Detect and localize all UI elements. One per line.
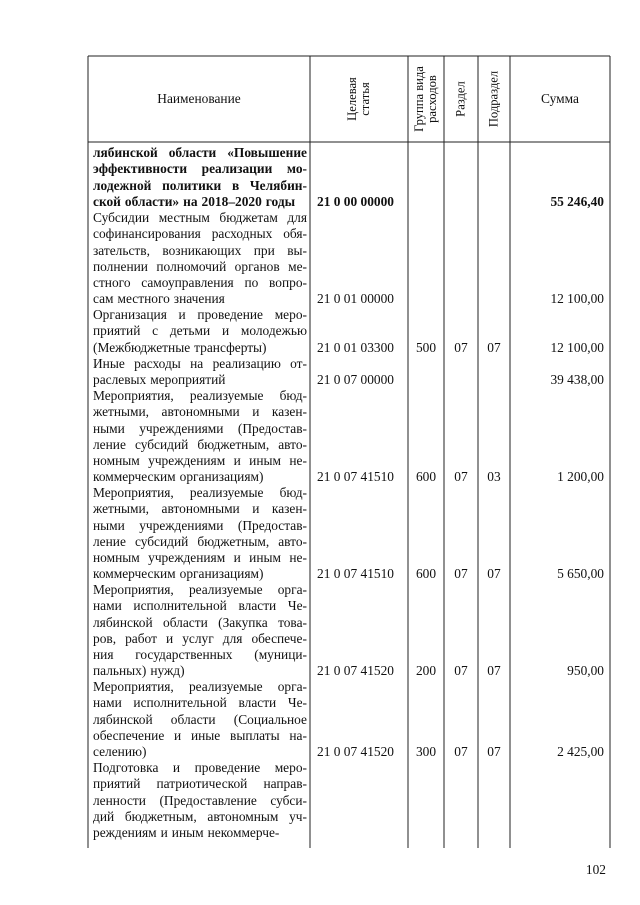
row-group: 600 — [415, 469, 437, 484]
name-line: приятий с детьми и молодежью — [93, 323, 307, 339]
name-line: Мероприятия, реализуемые бюд- — [93, 388, 307, 403]
table-row-name — [93, 679, 307, 760]
row-code: 21 0 01 03300 — [317, 340, 394, 355]
name-line: ленности (Предоставление субси- — [93, 792, 307, 808]
name-line: нами исполнительной власти Че- — [93, 598, 307, 614]
name-line: эффективности реализации мо- — [93, 161, 307, 177]
row-section: 07 — [454, 469, 468, 484]
table-row-name — [93, 356, 307, 389]
header-expense-group: Группа вида расходов — [412, 66, 439, 132]
row-subsection: 07 — [487, 663, 501, 678]
name-line: Иные расходы на реализацию от- — [93, 356, 307, 371]
row-code: 21 0 07 41510 — [317, 566, 394, 581]
name-line: жетными, автономными и казен- — [93, 404, 307, 420]
table-row-name — [93, 582, 307, 680]
row-code: 21 0 07 41510 — [317, 469, 394, 484]
row-sum: 12 100,00 — [550, 291, 604, 306]
name-line: ными учреждениями (Предостав- — [93, 517, 307, 533]
name-line: пальных) нужд) — [93, 663, 185, 679]
page-number: 102 — [585, 862, 606, 877]
name-line: лябинской области (Социальное — [93, 711, 307, 727]
table-row-name — [93, 485, 307, 583]
table-row-name — [93, 210, 307, 308]
row-code: 21 0 07 41520 — [317, 663, 394, 678]
name-line: номным учреждениям и иным не- — [93, 453, 307, 469]
row-group: 300 — [415, 744, 437, 759]
row-section: 07 — [454, 744, 468, 759]
row-section: 07 — [454, 340, 468, 355]
name-line: жетными, автономными и казен- — [93, 501, 307, 517]
name-line: ния государственных (муници- — [93, 647, 307, 663]
name-line: реждениям и иным некоммерче- — [93, 825, 280, 841]
name-line: коммерческим организациям) — [93, 469, 264, 485]
row-sum: 1 200,00 — [557, 469, 604, 484]
row-sum: 55 246,40 — [550, 194, 604, 209]
row-sum: 2 425,00 — [557, 744, 604, 759]
name-line: ление субсидий бюджетным, авто- — [93, 436, 307, 452]
table-row-name — [93, 388, 307, 486]
name-line: софинансирования расходных обя- — [93, 226, 307, 242]
table-row-name — [93, 760, 307, 841]
row-code: 21 0 01 00000 — [317, 291, 394, 306]
table-row-name — [93, 307, 307, 356]
table-row-name — [93, 145, 307, 210]
name-line: обеспечение и иные выплаты на- — [93, 727, 307, 743]
row-subsection: 07 — [487, 566, 501, 581]
name-line: стного самоуправления по вопро- — [93, 275, 307, 291]
name-line: ров, работ и услуг для обеспече- — [93, 630, 307, 646]
name-line: (Межбюджетные трансферты) — [93, 339, 267, 355]
name-line: лябинской области (Закупка това- — [93, 614, 307, 630]
name-line: зательств, возникающих при вы- — [93, 242, 307, 258]
row-sum: 39 438,00 — [550, 372, 604, 387]
row-group: 600 — [415, 566, 437, 581]
header-subsection: Подраздел — [486, 70, 501, 128]
header-section: Раздел — [453, 81, 468, 117]
name-line: Организация и проведение меро- — [93, 307, 307, 322]
name-line: Субсидии местным бюджетам для — [93, 210, 307, 225]
name-line: селению) — [93, 744, 147, 760]
row-subsection: 07 — [487, 340, 501, 355]
name-line: полнении полномочий органов ме- — [93, 258, 307, 274]
name-line: Мероприятия, реализуемые бюд- — [93, 485, 307, 500]
row-subsection: 03 — [487, 469, 501, 484]
name-line: нами исполнительной власти Че- — [93, 695, 307, 711]
row-group: 200 — [415, 663, 437, 678]
name-line: раслевых мероприятий — [93, 372, 226, 388]
header-name: Наименование — [157, 91, 241, 106]
row-code: 21 0 00 00000 — [317, 194, 394, 209]
name-line: сам местного значения — [93, 291, 225, 307]
row-code: 21 0 07 41520 — [317, 744, 394, 759]
name-line: ление субсидий бюджетным, авто- — [93, 533, 307, 549]
name-line: дий бюджетным, автономным уч- — [93, 808, 307, 824]
header-target-article: Целевая статья — [345, 77, 372, 121]
row-sum: 950,00 — [567, 663, 604, 678]
name-line: приятий патриотической направ- — [93, 776, 307, 792]
row-sum: 12 100,00 — [550, 340, 604, 355]
name-line: Подготовка и проведение меро- — [93, 760, 307, 775]
name-line: Мероприятия, реализуемые орга- — [93, 679, 307, 694]
name-line: лодежной политики в Челябин- — [93, 177, 307, 193]
row-sum: 5 650,00 — [557, 566, 604, 581]
row-group: 500 — [415, 340, 437, 355]
name-line: лябинской области «Повышение — [93, 145, 307, 160]
row-subsection: 07 — [487, 744, 501, 759]
row-section: 07 — [454, 663, 468, 678]
name-line: ными учреждениями (Предостав- — [93, 420, 307, 436]
name-line: ской области» на 2018–2020 годы — [93, 193, 296, 209]
name-line: коммерческим организациям) — [93, 566, 264, 582]
row-section: 07 — [454, 566, 468, 581]
row-code: 21 0 07 00000 — [317, 372, 394, 387]
name-line: Мероприятия, реализуемые орга- — [93, 582, 307, 597]
header-sum: Сумма — [541, 91, 579, 106]
name-line: номным учреждениям и иным не- — [93, 550, 307, 566]
